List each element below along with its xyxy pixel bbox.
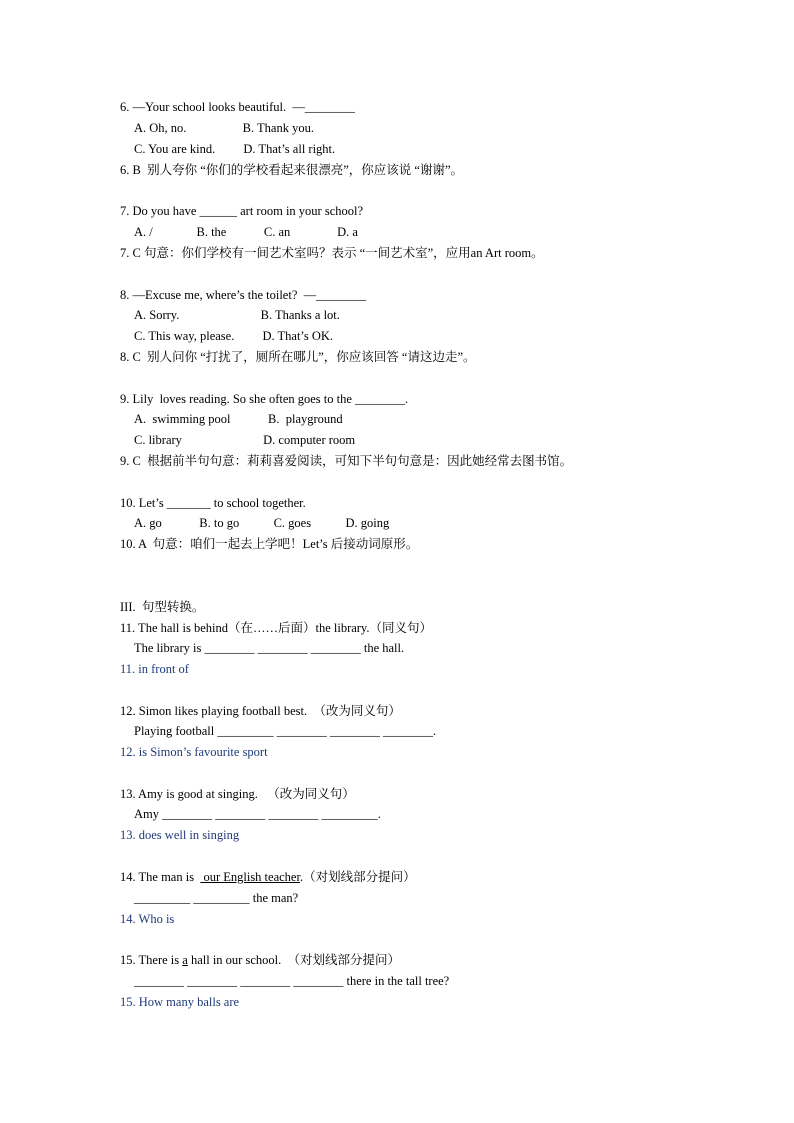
section-3-heading: III. 句型转换。	[120, 600, 205, 614]
question-13-blank: Amy ________ ________ ________ _________.	[134, 807, 381, 821]
question-14-blank: _________ _________ the man?	[134, 891, 299, 905]
question-9-answer: 9. C 根据前半句句意：莉莉喜爱阅读，可知下半句句意是：因此她经常去图书馆。	[120, 454, 573, 468]
question-14-prompt-post: .（对划线部分提问）	[299, 870, 416, 884]
question-13-prompt: 13. Amy is good at singing. （改为同义句）	[120, 787, 355, 801]
question-6-options-row2: C. You are kind. D. That’s all right.	[134, 142, 336, 156]
question-10-answer: 10. A 句意：咱们一起去上学吧！Let’s 后接动词原形。	[120, 537, 419, 551]
question-7-stem: 7. Do you have ______ art room in your school?	[120, 204, 364, 218]
question-8-stem: 8. —Excuse me, where’s the toilet? —________	[120, 288, 367, 302]
question-14-underlined-part: our English teacher	[200, 870, 300, 884]
question-12-blank: Playing football _________ ________ ________ ________.	[134, 724, 437, 738]
question-7-answer: 7. C 句意：你们学校有一间艺术室吗？表示 “一间艺术室”，应用an Art room。	[120, 246, 544, 260]
question-11-prompt: 11. The hall is behind（在……后面）the library.（同义句）	[120, 621, 432, 635]
question-6-options-row1: A. Oh, no. B. Thank you.	[134, 121, 314, 135]
question-15-answer: 15. How many balls are	[120, 995, 240, 1009]
question-9-options-row2: C. library D. computer room	[134, 433, 356, 447]
question-15-prompt	[120, 952, 400, 968]
question-8-options-row1: A. Sorry. B. Thanks a lot.	[134, 308, 340, 322]
question-9-options-row1: A. swimming pool B. playground	[134, 412, 343, 426]
question-10-options-row1: A. go B. to go C. goes D. going	[134, 516, 390, 530]
question-14-answer: 14. Who is	[120, 912, 175, 926]
question-6-answer: 6. B 别人夸你 “你们的学校看起来很漂亮”，你应该说 “谢谢”。	[120, 163, 464, 177]
question-8-options-row2: C. This way, please. D. That’s OK.	[134, 329, 334, 343]
question-14-prompt	[120, 869, 416, 885]
question-15-underlined-part: a	[182, 953, 188, 967]
question-6-stem: 6. —Your school looks beautiful. —________	[120, 100, 355, 114]
question-9-stem: 9. Lily loves reading. So she often goes to the ________.	[120, 392, 409, 406]
question-8-answer: 8. C 别人问你 “打扰了，厕所在哪儿”，你应该回答 “请这边走”。	[120, 350, 476, 364]
question-14-prompt-pre: 14. The man is	[120, 870, 201, 884]
question-15-prompt-post: hall in our school. （对划线部分提问）	[187, 953, 400, 967]
question-11-answer: 11. in front of	[120, 662, 189, 676]
question-7-options-row1: A. / B. the C. an D. a	[134, 225, 358, 239]
question-15-prompt-pre: 15. There is	[120, 953, 183, 967]
question-15-blank: ________ ________ ________ ________ there in the tall tree?	[134, 974, 450, 988]
question-10-stem: 10. Let’s _______ to school together.	[120, 496, 306, 510]
question-12-prompt: 12. Simon likes playing football best. （改为同义句）	[120, 704, 401, 718]
question-13-answer: 13. does well in singing	[120, 828, 240, 842]
question-11-blank: The library is ________ ________ ________ the hall.	[134, 641, 405, 655]
question-12-answer: 12. is Simon’s favourite sport	[120, 745, 268, 759]
